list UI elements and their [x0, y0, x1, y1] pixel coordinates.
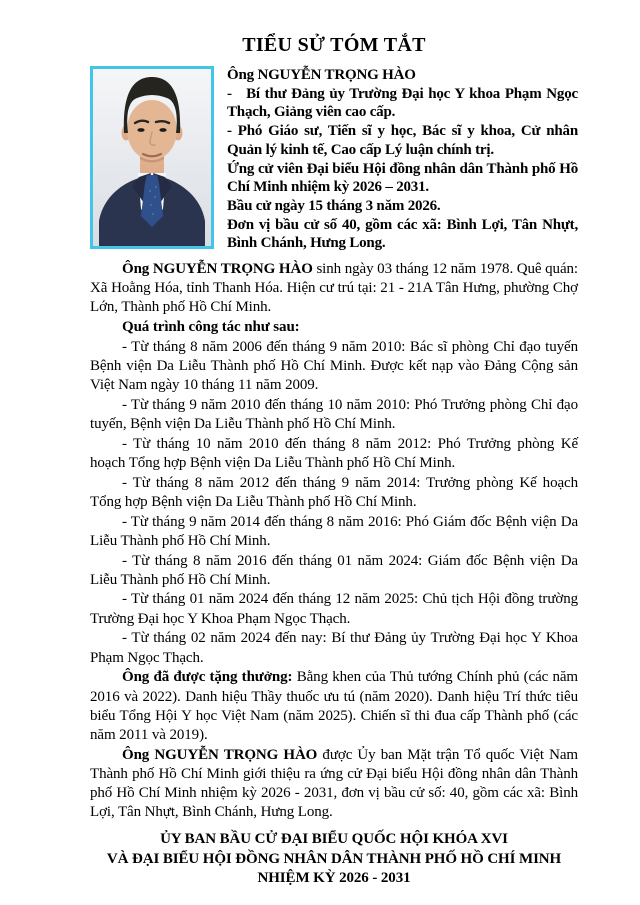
header-summary: [227, 66, 578, 253]
header-block: [90, 66, 578, 253]
paragraph-bold-run: Ông NGUYỄN TRỌNG HÀO: [122, 746, 318, 763]
paragraph: [90, 474, 578, 512]
header-line-candidacy: Ứng cử viên Đại biểu Hội đồng nhân dân Thành phố Hồ Chí Minh nhiệm kỳ 2026 – 2031.: [227, 160, 578, 196]
paragraph-bold-run: Ông đã được tặng thưởng:: [122, 669, 293, 686]
paragraph-text-run: được Ủy ban Mặt trận Tổ quốc Việt Nam Thành phố Hồ Chí Minh giới thiệu ra ứng cử Đại biểu Hội đồng nhân dân Thành phố Hồ Chí Minh nhiệm kỳ 2026 - 2031, đơn vị bầu cử số: 40, gồm các xã: Bình Lợi, Tân Nhựt, Bình Chánh, Hưng Long.: [90, 746, 578, 821]
candidate-name: Ông NGUYỄN TRỌNG HÀO: [227, 67, 416, 83]
paragraph: [90, 552, 578, 590]
paragraph-text-run: - Từ tháng 01 năm 2024 đến tháng 12 năm 2025: Chủ tịch Hội đồng trường Trường Đại học Y Khoa Phạm Ngọc Thạch.: [90, 591, 578, 627]
paragraph-text-run: sinh ngày 03 tháng 12 năm 1978. Quê quán: Xã Hoằng Hóa, tỉnh Thanh Hóa. Hiện cư trú tại: 21 - 21A Tân Hưng, phường Chợ Lớn, Thành phố Hồ Chí Minh.: [90, 261, 578, 316]
document-content: [0, 33, 640, 889]
candidate-photo: [90, 66, 214, 249]
paragraph-text-run: - Từ tháng 9 năm 2014 đến tháng 8 năm 2016: Phó Giám đốc Bệnh viện Da Liễu Thành phố Hồ Chí Minh.: [90, 513, 578, 549]
footer-line-council: VÀ ĐẠI BIỂU HỘI ĐỒNG NHÂN DÂN THÀNH PHỐ HỒ CHÍ MINH: [106, 850, 562, 867]
paragraph: [90, 338, 578, 396]
header-line-election-unit: Đơn vị bầu cử số 40, gồm các xã: Bình Lợi, Tân Nhựt, Bình Chánh, Hưng Long.: [227, 216, 578, 252]
portrait-photo-illustration: [93, 69, 211, 246]
paragraph: [90, 260, 578, 318]
paragraph-text-run: Bằng khen của Thủ tướng Chính phủ (các năm 2016 và 2022). Danh hiệu Thầy thuốc ưu tú (năm 2020). Danh hiệu Trí thức tiêu biểu Tổng Hội Y học Việt Nam (năm 2025). Chiến sĩ thi đua cấp Thành phố (các năm 2011 và 2019).: [90, 669, 578, 743]
paragraph-text-run: - Từ tháng 02 năm 2024 đến nay: Bí thư Đảng ủy Trường Đại học Y Khoa Phạm Ngọc Thạch.: [90, 630, 578, 666]
paragraph: [90, 318, 578, 337]
footer-line-committee: ỦY BAN BẦU CỬ ĐẠI BIỂU QUỐC HỘI KHÓA XVI: [160, 831, 508, 848]
paragraph-text-run: - Từ tháng 8 năm 2016 đến tháng 01 năm 2024: Giám đốc Bệnh viện Da Liễu Thành phố Hồ Chí Minh.: [90, 552, 578, 588]
body-paragraphs: [90, 260, 578, 822]
paragraph: [90, 435, 578, 473]
header-line-degrees: - Phó Giáo sư, Tiến sĩ y học, Bác sĩ y khoa, Cử nhân Quản lý kinh tế, Cao cấp Lý luận chính trị.: [227, 123, 578, 158]
paragraph: [90, 396, 578, 434]
paragraph-text-run: - Từ tháng 8 năm 2006 đến tháng 9 năm 2010: Bác sĩ phòng Chỉ đạo tuyến Bệnh viện Da Liễu Thành phố Hồ Chí Minh. Được kết nạp vào Đảng Cộng sản Việt Nam ngày 10 tháng 11 năm 2009.: [90, 338, 578, 394]
document-title: TIỂU SỬ TÓM TẮT: [242, 34, 426, 56]
paragraph-text-run: - Từ tháng 10 năm 2010 đến tháng 8 năm 2012: Phó Trưởng phòng Kế hoạch Tổng hợp Bệnh viện Da Liễu Thành phố Hồ Chí Minh.: [90, 435, 578, 472]
paragraph-text-run: - Từ tháng 8 năm 2012 đến tháng 9 năm 2014: Trưởng phòng Kế hoạch Tổng hợp Bệnh viện Da Liễu Thành phố Hồ Chí Minh.: [90, 474, 578, 510]
header-line-election-date: Bầu cử ngày 15 tháng 3 năm 2026.: [227, 197, 441, 214]
paragraph: [90, 513, 578, 551]
paragraph: [90, 629, 578, 667]
footer-line-term: NHIỆM KỲ 2026 - 2031: [257, 870, 411, 887]
paragraph-text-run: - Từ tháng 9 năm 2010 đến tháng 10 năm 2010: Phó Trưởng phòng Chỉ đạo tuyến, Bệnh viện Da Liễu Thành phố Hồ Chí Minh.: [90, 396, 578, 433]
paragraph-bold-run: Ông NGUYỄN TRỌNG HÀO: [122, 261, 313, 278]
header-line-position: - Bí thư Đảng ủy Trường Đại học Y khoa Phạm Ngọc Thạch, Giảng viên cao cấp.: [227, 85, 578, 121]
paragraph: [90, 590, 578, 628]
paragraph: [90, 668, 578, 745]
document-footer: [90, 830, 578, 889]
paragraph-bold-run: Quá trình công tác như sau:: [122, 319, 300, 336]
paragraph: [90, 746, 578, 823]
